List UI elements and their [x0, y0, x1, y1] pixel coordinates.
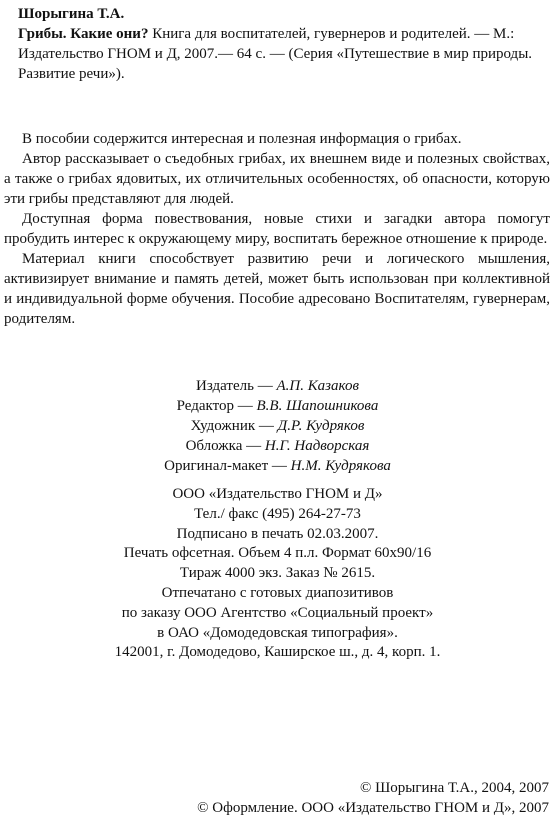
imprint-line: Печать офсетная. Объем 4 п.л. Формат 60х90/16: [123, 545, 432, 562]
credit-role: Оригинал-макет —: [164, 458, 291, 474]
bibliographic-record: [18, 4, 550, 84]
credit-name: А.П. Казаков: [276, 378, 359, 394]
credit-name: Д.Р. Кудряков: [277, 418, 365, 434]
author-name: Шорыгина Т.А.: [18, 6, 125, 22]
imprint-line: Подписано в печать 02.03.2007.: [176, 525, 379, 542]
abstract-paragraph: Доступная форма повествования, новые стихи и загадки автора помогут пробудить интерес к окружающему миру, воспитать бережное отношение к природе.: [4, 211, 550, 247]
copyright-line: © Оформление. ООО «Издательство ГНОМ и Д», 2007: [197, 800, 549, 816]
book-description: Книга для воспитателей, гувернеров и родителей. — М.: Издательство ГНОМ и Д, 2007.— 64 с. — (Серия «Путешествие в мир природы. Развитие речи»).: [18, 26, 533, 82]
imprint-line: Тираж 4000 экз. Заказ № 2615.: [179, 565, 376, 582]
credit-role: Редактор —: [176, 398, 257, 414]
abstract-paragraph: В пособии содержится интересная и полезная информация о грибах.: [22, 131, 462, 147]
credit-line: [0, 456, 555, 476]
credits-block: [0, 376, 555, 476]
abstract-paragraph: Материал книги способствует развитию речи и логического мышления, активизирует внимание и память детей, может быть использован при коллективной и индивидуальной форме обучения. Пособие адресовано Воспитателям, гувернерам, родителям.: [4, 251, 550, 327]
copyright-block: [197, 778, 549, 818]
imprint-block: [0, 484, 555, 662]
credit-line: [0, 416, 555, 436]
imprint-line: ООО «Издательство ГНОМ и Д»: [172, 486, 383, 502]
copyright-line: © Шорыгина Т.А., 2004, 2007: [360, 780, 549, 796]
book-title: Грибы. Какие они?: [18, 26, 149, 42]
credit-name: Н.М. Кудрякова: [290, 458, 391, 474]
abstract: [4, 129, 550, 329]
credit-role: Издатель —: [196, 378, 277, 394]
credit-role: Обложка —: [185, 438, 265, 454]
imprint-line: Отпечатано с готовых диапозитивов: [161, 584, 394, 601]
credit-line: [0, 396, 555, 416]
credit-name: В.В. Шапошникова: [256, 398, 379, 414]
imprint-line: 142001, г. Домодедово, Каширское ш., д. 4, корп. 1.: [114, 644, 441, 661]
imprint-line: по заказу ООО Агентство «Социальный проект»: [121, 604, 434, 621]
credit-name: Н.Г. Надворская: [264, 438, 370, 454]
imprint-line: Тел./ факс (495) 264-27-73: [194, 505, 361, 522]
credit-line: [0, 376, 555, 396]
bibliographic-description: [18, 24, 550, 84]
abstract-paragraph: Автор рассказывает о съедобных грибах, их внешнем виде и полезных свойствах, а также о грибах ядовитых, их отличительных особенностях, об опасности, которую эти грибы представляют для людей.: [4, 151, 550, 207]
credit-line: [0, 436, 555, 456]
imprint-line: в ОАО «Домодедовская типография».: [157, 624, 398, 641]
credit-role: Художник —: [190, 418, 278, 434]
